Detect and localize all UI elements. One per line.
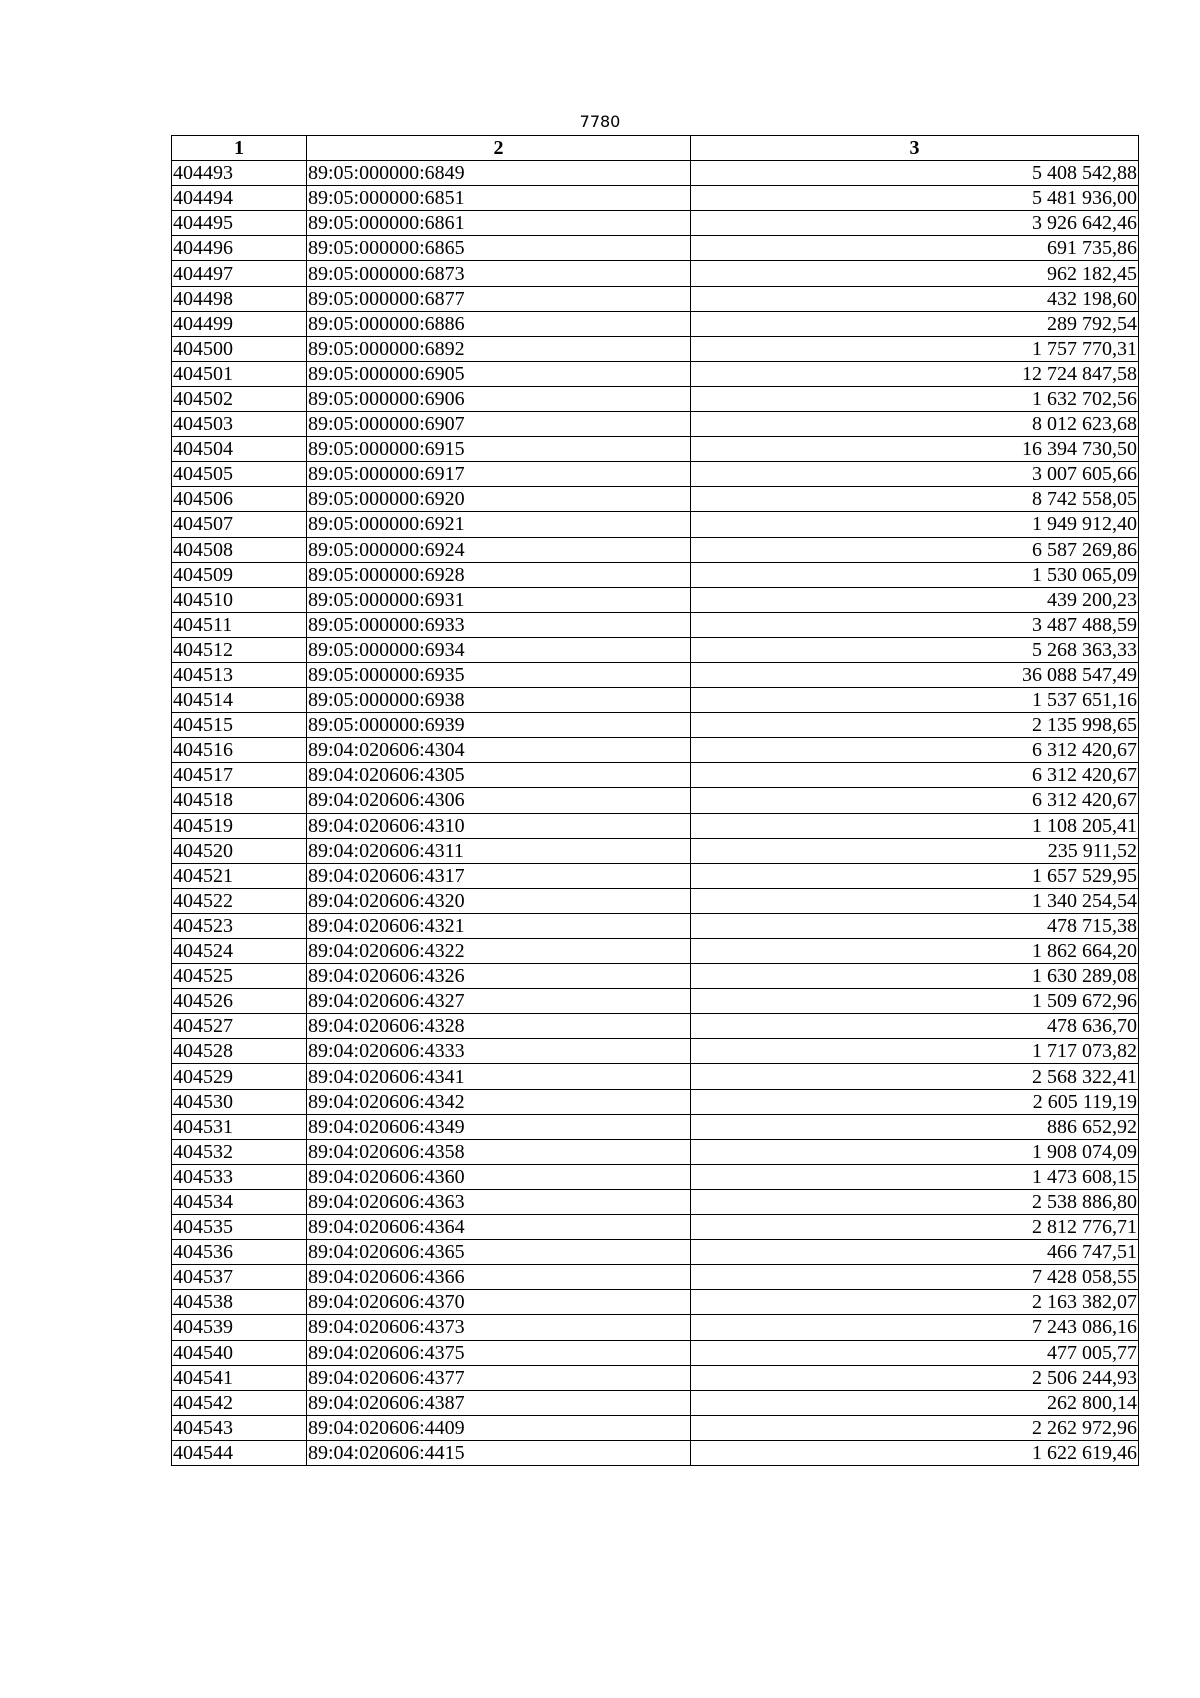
table-row — [172, 386, 1139, 411]
table-row — [172, 939, 1139, 964]
row-number-cell: 404539 — [172, 1315, 307, 1340]
row-number-cell: 404518 — [172, 788, 307, 813]
table-row — [172, 863, 1139, 888]
table-row — [172, 1265, 1139, 1290]
cadastral-number-cell: 89:05:000000:6877 — [307, 286, 691, 311]
value-cell: 1 509 672,96 — [691, 989, 1139, 1014]
table-row — [172, 1415, 1139, 1440]
value-cell: 6 312 420,67 — [691, 763, 1139, 788]
value-cell: 1 717 073,82 — [691, 1039, 1139, 1064]
cadastral-number-cell: 89:05:000000:6886 — [307, 311, 691, 336]
table-row — [172, 888, 1139, 913]
cadastral-number-cell: 89:05:000000:6865 — [307, 236, 691, 261]
table-row — [172, 211, 1139, 236]
value-cell: 466 747,51 — [691, 1240, 1139, 1265]
cadastral-number-cell: 89:04:020606:4304 — [307, 738, 691, 763]
table-row — [172, 813, 1139, 838]
row-number-cell: 404537 — [172, 1265, 307, 1290]
value-cell: 1 340 254,54 — [691, 888, 1139, 913]
cadastral-number-cell: 89:04:020606:4327 — [307, 989, 691, 1014]
row-number-cell: 404493 — [172, 161, 307, 186]
row-number-cell: 404509 — [172, 562, 307, 587]
table-row — [172, 1164, 1139, 1189]
header-row — [172, 136, 1139, 161]
cadastral-number-cell: 89:04:020606:4333 — [307, 1039, 691, 1064]
row-number-cell: 404502 — [172, 386, 307, 411]
cadastral-number-cell: 89:04:020606:4364 — [307, 1215, 691, 1240]
row-number-cell: 404506 — [172, 487, 307, 512]
value-cell: 478 715,38 — [691, 913, 1139, 938]
row-number-cell: 404500 — [172, 336, 307, 361]
value-cell: 16 394 730,50 — [691, 437, 1139, 462]
cadastral-number-cell: 89:05:000000:6938 — [307, 688, 691, 713]
cadastral-number-cell: 89:04:020606:4326 — [307, 964, 691, 989]
value-cell: 1 108 205,41 — [691, 813, 1139, 838]
value-cell: 12 724 847,58 — [691, 361, 1139, 386]
value-cell: 3 487 488,59 — [691, 612, 1139, 637]
table-row — [172, 1014, 1139, 1039]
table-row — [172, 236, 1139, 261]
cadastral-number-cell: 89:04:020606:4349 — [307, 1114, 691, 1139]
value-cell: 5 481 936,00 — [691, 186, 1139, 211]
row-number-cell: 404524 — [172, 939, 307, 964]
value-cell: 439 200,23 — [691, 587, 1139, 612]
row-number-cell: 404510 — [172, 587, 307, 612]
cadastral-number-cell: 89:04:020606:4375 — [307, 1340, 691, 1365]
row-number-cell: 404519 — [172, 813, 307, 838]
table-row — [172, 1139, 1139, 1164]
table-row — [172, 1290, 1139, 1315]
value-cell: 36 088 547,49 — [691, 662, 1139, 687]
row-number-cell: 404526 — [172, 989, 307, 1014]
row-number-cell: 404527 — [172, 1014, 307, 1039]
table-row — [172, 1039, 1139, 1064]
table-row — [172, 186, 1139, 211]
value-cell: 5 408 542,88 — [691, 161, 1139, 186]
cadastral-number-cell: 89:04:020606:4415 — [307, 1440, 691, 1465]
row-number-cell: 404536 — [172, 1240, 307, 1265]
value-cell: 432 198,60 — [691, 286, 1139, 311]
value-cell: 1 630 289,08 — [691, 964, 1139, 989]
value-cell: 1 622 619,46 — [691, 1440, 1139, 1465]
value-cell: 2 568 322,41 — [691, 1064, 1139, 1089]
row-number-cell: 404522 — [172, 888, 307, 913]
cadastral-number-cell: 89:05:000000:6939 — [307, 713, 691, 738]
cadastral-number-cell: 89:04:020606:4341 — [307, 1064, 691, 1089]
cadastral-number-cell: 89:05:000000:6934 — [307, 637, 691, 662]
value-cell: 7 428 058,55 — [691, 1265, 1139, 1290]
table-row — [172, 437, 1139, 462]
value-cell: 1 530 065,09 — [691, 562, 1139, 587]
cadastral-number-cell: 89:05:000000:6920 — [307, 487, 691, 512]
cadastral-number-cell: 89:04:020606:4373 — [307, 1315, 691, 1340]
value-cell: 6 587 269,86 — [691, 537, 1139, 562]
cadastral-number-cell: 89:04:020606:4387 — [307, 1390, 691, 1415]
cadastral-number-cell: 89:05:000000:6931 — [307, 587, 691, 612]
row-number-cell: 404511 — [172, 612, 307, 637]
cadastral-number-cell: 89:04:020606:4306 — [307, 788, 691, 813]
table-row — [172, 913, 1139, 938]
value-cell: 262 800,14 — [691, 1390, 1139, 1415]
table-row — [172, 361, 1139, 386]
table-row — [172, 637, 1139, 662]
row-number-cell: 404505 — [172, 462, 307, 487]
table-row — [172, 562, 1139, 587]
table-row — [172, 261, 1139, 286]
cadastral-number-cell: 89:04:020606:4317 — [307, 863, 691, 888]
row-number-cell: 404533 — [172, 1164, 307, 1189]
value-cell: 2 605 119,19 — [691, 1089, 1139, 1114]
table-row — [172, 1365, 1139, 1390]
value-cell: 2 812 776,71 — [691, 1215, 1139, 1240]
value-cell: 2 262 972,96 — [691, 1415, 1139, 1440]
row-number-cell: 404532 — [172, 1139, 307, 1164]
value-cell: 477 005,77 — [691, 1340, 1139, 1365]
value-cell: 1 757 770,31 — [691, 336, 1139, 361]
cadastral-number-cell: 89:04:020606:4311 — [307, 838, 691, 863]
value-cell: 6 312 420,67 — [691, 788, 1139, 813]
cadastral-number-cell: 89:04:020606:4310 — [307, 813, 691, 838]
value-cell: 8 742 558,05 — [691, 487, 1139, 512]
row-number-cell: 404529 — [172, 1064, 307, 1089]
cadastral-number-cell: 89:05:000000:6861 — [307, 211, 691, 236]
table-row — [172, 462, 1139, 487]
table-row — [172, 1114, 1139, 1139]
table-row — [172, 487, 1139, 512]
column-header-2: 2 — [307, 136, 691, 161]
row-number-cell: 404504 — [172, 437, 307, 462]
value-cell: 2 538 886,80 — [691, 1189, 1139, 1214]
row-number-cell: 404521 — [172, 863, 307, 888]
cadastral-number-cell: 89:05:000000:6917 — [307, 462, 691, 487]
row-number-cell: 404544 — [172, 1440, 307, 1465]
value-cell: 6 312 420,67 — [691, 738, 1139, 763]
cadastral-number-cell: 89:04:020606:4328 — [307, 1014, 691, 1039]
table-row — [172, 1240, 1139, 1265]
cadastral-number-cell: 89:04:020606:4366 — [307, 1265, 691, 1290]
table-row — [172, 688, 1139, 713]
table-row — [172, 286, 1139, 311]
value-cell: 2 163 382,07 — [691, 1290, 1139, 1315]
value-cell: 2 135 998,65 — [691, 713, 1139, 738]
value-cell: 5 268 363,33 — [691, 637, 1139, 662]
cadastral-number-cell: 89:05:000000:6915 — [307, 437, 691, 462]
row-number-cell: 404494 — [172, 186, 307, 211]
row-number-cell: 404501 — [172, 361, 307, 386]
cadastral-number-cell: 89:04:020606:4321 — [307, 913, 691, 938]
value-cell: 3 007 605,66 — [691, 462, 1139, 487]
table-row — [172, 537, 1139, 562]
cadastral-number-cell: 89:05:000000:6924 — [307, 537, 691, 562]
table-row — [172, 1189, 1139, 1214]
value-cell: 1 537 651,16 — [691, 688, 1139, 713]
table-row — [172, 1089, 1139, 1114]
row-number-cell: 404514 — [172, 688, 307, 713]
table-row — [172, 662, 1139, 687]
cadastral-number-cell: 89:04:020606:4377 — [307, 1365, 691, 1390]
row-number-cell: 404516 — [172, 738, 307, 763]
value-cell: 3 926 642,46 — [691, 211, 1139, 236]
value-cell: 478 636,70 — [691, 1014, 1139, 1039]
row-number-cell: 404541 — [172, 1365, 307, 1390]
table-row — [172, 587, 1139, 612]
value-cell: 289 792,54 — [691, 311, 1139, 336]
table-row — [172, 989, 1139, 1014]
value-cell: 691 735,86 — [691, 236, 1139, 261]
table-row — [172, 763, 1139, 788]
cadastral-number-cell: 89:04:020606:4320 — [307, 888, 691, 913]
table-row — [172, 1390, 1139, 1415]
cadastral-number-cell: 89:05:000000:6905 — [307, 361, 691, 386]
row-number-cell: 404497 — [172, 261, 307, 286]
value-cell: 1 908 074,09 — [691, 1139, 1139, 1164]
table-row — [172, 161, 1139, 186]
cadastral-number-cell: 89:05:000000:6933 — [307, 612, 691, 637]
cadastral-number-cell: 89:05:000000:6921 — [307, 512, 691, 537]
value-cell: 1 632 702,56 — [691, 386, 1139, 411]
row-number-cell: 404503 — [172, 412, 307, 437]
cadastral-number-cell: 89:05:000000:6935 — [307, 662, 691, 687]
row-number-cell: 404496 — [172, 236, 307, 261]
table-row — [172, 838, 1139, 863]
row-number-cell: 404525 — [172, 964, 307, 989]
table-row — [172, 738, 1139, 763]
table-row — [172, 1064, 1139, 1089]
row-number-cell: 404530 — [172, 1089, 307, 1114]
value-cell: 1 862 664,20 — [691, 939, 1139, 964]
cadastral-number-cell: 89:05:000000:6851 — [307, 186, 691, 211]
table-row — [172, 512, 1139, 537]
row-number-cell: 404499 — [172, 311, 307, 336]
cadastral-number-cell: 89:04:020606:4409 — [307, 1415, 691, 1440]
cadastral-number-cell: 89:05:000000:6907 — [307, 412, 691, 437]
row-number-cell: 404534 — [172, 1189, 307, 1214]
row-number-cell: 404512 — [172, 637, 307, 662]
row-number-cell: 404538 — [172, 1290, 307, 1315]
table-row — [172, 1215, 1139, 1240]
row-number-cell: 404543 — [172, 1415, 307, 1440]
value-cell: 1 657 529,95 — [691, 863, 1139, 888]
cadastral-number-cell: 89:04:020606:4365 — [307, 1240, 691, 1265]
table-row — [172, 336, 1139, 361]
row-number-cell: 404508 — [172, 537, 307, 562]
cadastral-number-cell: 89:05:000000:6906 — [307, 386, 691, 411]
row-number-cell: 404495 — [172, 211, 307, 236]
cadastral-number-cell: 89:04:020606:4360 — [307, 1164, 691, 1189]
cadastral-number-cell: 89:04:020606:4363 — [307, 1189, 691, 1214]
column-header-3: 3 — [691, 136, 1139, 161]
column-header-1: 1 — [172, 136, 307, 161]
cadastral-number-cell: 89:05:000000:6849 — [307, 161, 691, 186]
row-number-cell: 404507 — [172, 512, 307, 537]
cadastral-number-cell: 89:05:000000:6928 — [307, 562, 691, 587]
table-row — [172, 1315, 1139, 1340]
row-number-cell: 404542 — [172, 1390, 307, 1415]
cadastral-number-cell: 89:04:020606:4370 — [307, 1290, 691, 1315]
table-row — [172, 964, 1139, 989]
table-body — [172, 161, 1139, 1466]
cadastral-number-cell: 89:05:000000:6873 — [307, 261, 691, 286]
row-number-cell: 404498 — [172, 286, 307, 311]
cadastral-number-cell: 89:04:020606:4358 — [307, 1139, 691, 1164]
row-number-cell: 404513 — [172, 662, 307, 687]
value-cell: 7 243 086,16 — [691, 1315, 1139, 1340]
row-number-cell: 404523 — [172, 913, 307, 938]
table-row — [172, 311, 1139, 336]
page-number: 7780 — [579, 112, 621, 131]
table-row — [172, 1340, 1139, 1365]
cadastral-number-cell: 89:04:020606:4322 — [307, 939, 691, 964]
table-row — [172, 788, 1139, 813]
row-number-cell: 404540 — [172, 1340, 307, 1365]
cadastral-number-cell: 89:04:020606:4342 — [307, 1089, 691, 1114]
value-cell: 1 473 608,15 — [691, 1164, 1139, 1189]
row-number-cell: 404531 — [172, 1114, 307, 1139]
table-row — [172, 713, 1139, 738]
value-cell: 235 911,52 — [691, 838, 1139, 863]
value-cell: 2 506 244,93 — [691, 1365, 1139, 1390]
row-number-cell: 404528 — [172, 1039, 307, 1064]
registry-table — [171, 135, 1139, 1466]
table-row — [172, 1440, 1139, 1465]
value-cell: 1 949 912,40 — [691, 512, 1139, 537]
value-cell: 8 012 623,68 — [691, 412, 1139, 437]
row-number-cell: 404535 — [172, 1215, 307, 1240]
table-row — [172, 612, 1139, 637]
value-cell: 962 182,45 — [691, 261, 1139, 286]
row-number-cell: 404520 — [172, 838, 307, 863]
value-cell: 886 652,92 — [691, 1114, 1139, 1139]
row-number-cell: 404515 — [172, 713, 307, 738]
cadastral-number-cell: 89:05:000000:6892 — [307, 336, 691, 361]
table-row — [172, 412, 1139, 437]
cadastral-number-cell: 89:04:020606:4305 — [307, 763, 691, 788]
table-header — [172, 136, 1139, 161]
row-number-cell: 404517 — [172, 763, 307, 788]
